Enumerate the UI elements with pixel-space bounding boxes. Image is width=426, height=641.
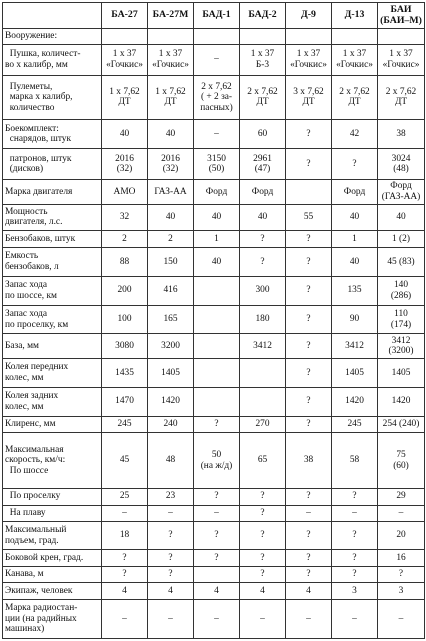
table-cell: 2 х 7,62 ДТ [332,75,378,119]
table-cell: – [148,599,194,638]
table-cell: 1 [194,231,240,248]
table-cell: ? [332,549,378,566]
table-cell: 300 [240,276,286,305]
table-cell [194,566,240,583]
row-label: Марка двигателя [3,180,102,204]
table-row [3,120,425,149]
row-label: Емкость бензобаков, л [3,247,102,276]
table-cell: ? [286,387,332,416]
header-row [3,3,425,29]
row-label: Максимальная скорость, км/ч: По шоссе [3,433,102,489]
table-cell: Форд (ГАЗ-АА) [378,180,425,204]
table-cell: 1 х 37 Б-3 [240,44,286,75]
table-cell: – [240,599,286,638]
row-label: Боекомплект: снарядов, штук [3,120,102,149]
table-cell: ? [332,522,378,550]
table-cell: 2 [148,231,194,248]
table-cell: 38 [286,433,332,489]
table-cell: 200 [102,276,148,305]
table-cell: 2 х 7,62 ДТ [378,75,425,119]
table-cell: 58 [332,433,378,489]
table-cell [194,334,240,358]
table-cell: 1435 [102,358,148,387]
table-cell: ? [102,566,148,583]
row-label: Колея передних колес, мм [3,358,102,387]
row-label: База, мм [3,334,102,358]
row-label: Пушка, количест- во х калибр, мм [3,44,102,75]
table-cell: – [194,505,240,522]
table-cell: 40 [194,247,240,276]
table-row [3,204,425,231]
row-label: Мощность двигателя, л.с. [3,204,102,231]
table-cell: 1 (2) [378,231,425,248]
table-cell: 240 [148,416,194,433]
table-cell: – [286,599,332,638]
table-cell: 254 (240) [378,416,425,433]
table-cell: – [332,599,378,638]
table-cell: ? [240,549,286,566]
table-cell: 4 [240,583,286,600]
table-cell [194,29,240,45]
column-header: БАД-2 [240,3,286,29]
table-cell: 3200 [148,334,194,358]
table-cell: 1405 [148,358,194,387]
table-cell: 245 [332,416,378,433]
table-cell [332,29,378,45]
table-cell: ? [240,231,286,248]
table-cell: ? [286,120,332,149]
table-cell: 1405 [332,358,378,387]
table-cell: 3024 (48) [378,148,425,179]
table-cell: 416 [148,276,194,305]
table-cell: – [332,505,378,522]
table-cell: – [194,599,240,638]
table-cell: 270 [240,416,286,433]
table-row [3,416,425,433]
row-label: Максимальный подъем, град. [3,522,102,550]
table-cell: 3 [332,583,378,600]
table-cell: 32 [102,204,148,231]
column-header: БА-27М [148,3,194,29]
row-label: патронов, штук (дисков) [3,148,102,179]
row-label: Клиренс, мм [3,416,102,433]
table-cell: 2016 (32) [148,148,194,179]
table-cell: 1 х 37 «Гочкис» [148,44,194,75]
table-cell: 1 х 37 «Гочкис» [332,44,378,75]
table-cell: 150 [148,247,194,276]
row-label: Бензобаков, штук [3,231,102,248]
row-label: Экипаж, человек [3,583,102,600]
table-cell: 165 [148,305,194,334]
table-cell: 23 [148,488,194,505]
table-cell: 1420 [148,387,194,416]
table-cell: 45 (83) [378,247,425,276]
table-cell: 3412 (3200) [378,334,425,358]
table-cell: 1420 [378,387,425,416]
table-cell [240,387,286,416]
table-cell: ? [286,276,332,305]
table-cell: 90 [332,305,378,334]
table-cell: ? [332,488,378,505]
row-label: Боковой крен, град. [3,549,102,566]
table-cell: ? [286,247,332,276]
table-row [3,599,425,638]
table-cell: 29 [378,488,425,505]
table-cell: 18 [102,522,148,550]
table-cell: ? [286,231,332,248]
table-cell: 88 [102,247,148,276]
table-cell: 4 [194,583,240,600]
table-cell: 40 [332,247,378,276]
table-row [3,549,425,566]
table-header [3,3,425,29]
table-cell: 3412 [240,334,286,358]
row-label: Канава, м [3,566,102,583]
table-body [3,29,425,639]
table-cell: 245 [102,416,148,433]
table-cell: 2 [102,231,148,248]
row-label: Пулеметы, марка х калибр, количество [3,75,102,119]
table-cell: – [378,505,425,522]
specifications-table [2,2,425,639]
row-label: Марка радиостан- ции (на радийных машинах) [3,599,102,638]
table-cell: 2016 (32) [102,148,148,179]
table-cell: 40 [102,120,148,149]
table-cell: 1 х 37 «Гочкис» [102,44,148,75]
table-cell [378,29,425,45]
table-cell: 4 [102,583,148,600]
table-row [3,488,425,505]
table-cell: ? [286,549,332,566]
table-cell: 1405 [378,358,425,387]
table-row [3,148,425,179]
column-header: БАИ (БАИ–М) [378,3,425,29]
table-cell: 1 х 7,62 ДТ [148,75,194,119]
table-cell: 40 [378,204,425,231]
table-cell: 110 (174) [378,305,425,334]
table-cell [148,29,194,45]
table-cell: 40 [194,204,240,231]
table-cell: ? [332,566,378,583]
table-row [3,75,425,119]
table-cell: 48 [148,433,194,489]
table-cell: ? [240,566,286,583]
table-cell [194,387,240,416]
table-cell: ? [148,549,194,566]
table-cell: 1 х 37 «Гочкис» [286,44,332,75]
table-cell: 38 [378,120,425,149]
table-cell [194,305,240,334]
row-label: На плаву [3,505,102,522]
table-cell: ? [194,488,240,505]
table-cell: ? [286,305,332,334]
row-label: Запас хода по шоссе, км [3,276,102,305]
table-cell: АМО [102,180,148,204]
row-label: Вооружение: [3,29,102,45]
table-cell: 3 [378,583,425,600]
table-cell: 55 [286,204,332,231]
table-cell: 16 [378,549,425,566]
table-cell: Форд [240,180,286,204]
table-row [3,305,425,334]
table-row [3,583,425,600]
table-row [3,566,425,583]
table-cell: 180 [240,305,286,334]
table-cell: ? [286,358,332,387]
table-cell: – [102,505,148,522]
table-cell: 40 [148,120,194,149]
table-row [3,334,425,358]
row-label: Колея задних колес, мм [3,387,102,416]
table-cell: 75 (60) [378,433,425,489]
table-cell: ? [286,416,332,433]
table-cell: ? [194,416,240,433]
table-cell: 50 (на ж/д) [194,433,240,489]
column-header: Д-9 [286,3,332,29]
table-cell: 2961 (47) [240,148,286,179]
table-cell: – [378,599,425,638]
table-cell: ? [194,522,240,550]
table-cell: 100 [102,305,148,334]
table-cell [286,29,332,45]
table-cell: 2 х 7,62 ДТ [240,75,286,119]
table-row [3,505,425,522]
table-cell [240,29,286,45]
table-cell: 40 [240,204,286,231]
table-row [3,29,425,45]
table-cell: ? [286,334,332,358]
table-cell: 40 [332,204,378,231]
table-cell: 4 [148,583,194,600]
table-row [3,358,425,387]
row-label: По проселку [3,488,102,505]
column-header: БА-27 [102,3,148,29]
table-cell [286,180,332,204]
table-cell: 60 [240,120,286,149]
table-cell: 45 [102,433,148,489]
column-header: БАД-1 [194,3,240,29]
table-cell: 65 [240,433,286,489]
table-cell: 1 х 37 «Гочкис» [378,44,425,75]
table-cell: ? [332,148,378,179]
header-corner [3,3,102,29]
table-cell: – [148,505,194,522]
table-cell: 4 [286,583,332,600]
table-row [3,44,425,75]
table-cell: 25 [102,488,148,505]
table-row [3,387,425,416]
table-row [3,180,425,204]
table-cell: ? [194,549,240,566]
column-header: Д-13 [332,3,378,29]
table-cell: 3150 (50) [194,148,240,179]
table-cell: ? [286,566,332,583]
table-cell: ? [378,566,425,583]
table-cell: 2 х 7,62 ( + 2 за- пасных) [194,75,240,119]
table-cell: 1 х 7,62 ДТ [102,75,148,119]
table-cell: 20 [378,522,425,550]
table-cell: 3 х 7,62 ДТ [286,75,332,119]
table-cell: ? [240,247,286,276]
table-cell: 1470 [102,387,148,416]
table-cell: ? [148,522,194,550]
table-row [3,276,425,305]
table-row [3,231,425,248]
table-cell: – [194,44,240,75]
table-cell: 1420 [332,387,378,416]
table-cell: ? [286,148,332,179]
table-cell: ? [240,522,286,550]
table-row [3,247,425,276]
table-cell [102,29,148,45]
table-cell: ? [102,549,148,566]
table-cell: 42 [332,120,378,149]
table-cell: ? [286,522,332,550]
table-cell: 40 [148,204,194,231]
table-cell: 140 (286) [378,276,425,305]
table-cell: 135 [332,276,378,305]
table-cell: ? [240,505,286,522]
table-cell: 3412 [332,334,378,358]
table-cell: – [102,599,148,638]
table-cell: Форд [194,180,240,204]
table-cell: – [286,505,332,522]
table-cell: ? [148,566,194,583]
table-cell [240,358,286,387]
table-cell: – [194,120,240,149]
table-cell [194,358,240,387]
table-cell: 3080 [102,334,148,358]
table-cell: ГАЗ-АА [148,180,194,204]
row-label: Запас хода по проселку, км [3,305,102,334]
table-cell [194,276,240,305]
table-cell: ? [240,488,286,505]
table-row [3,522,425,550]
table-cell: ? [286,488,332,505]
table-cell: Форд [332,180,378,204]
table-row [3,433,425,489]
table-cell: 1 [332,231,378,248]
